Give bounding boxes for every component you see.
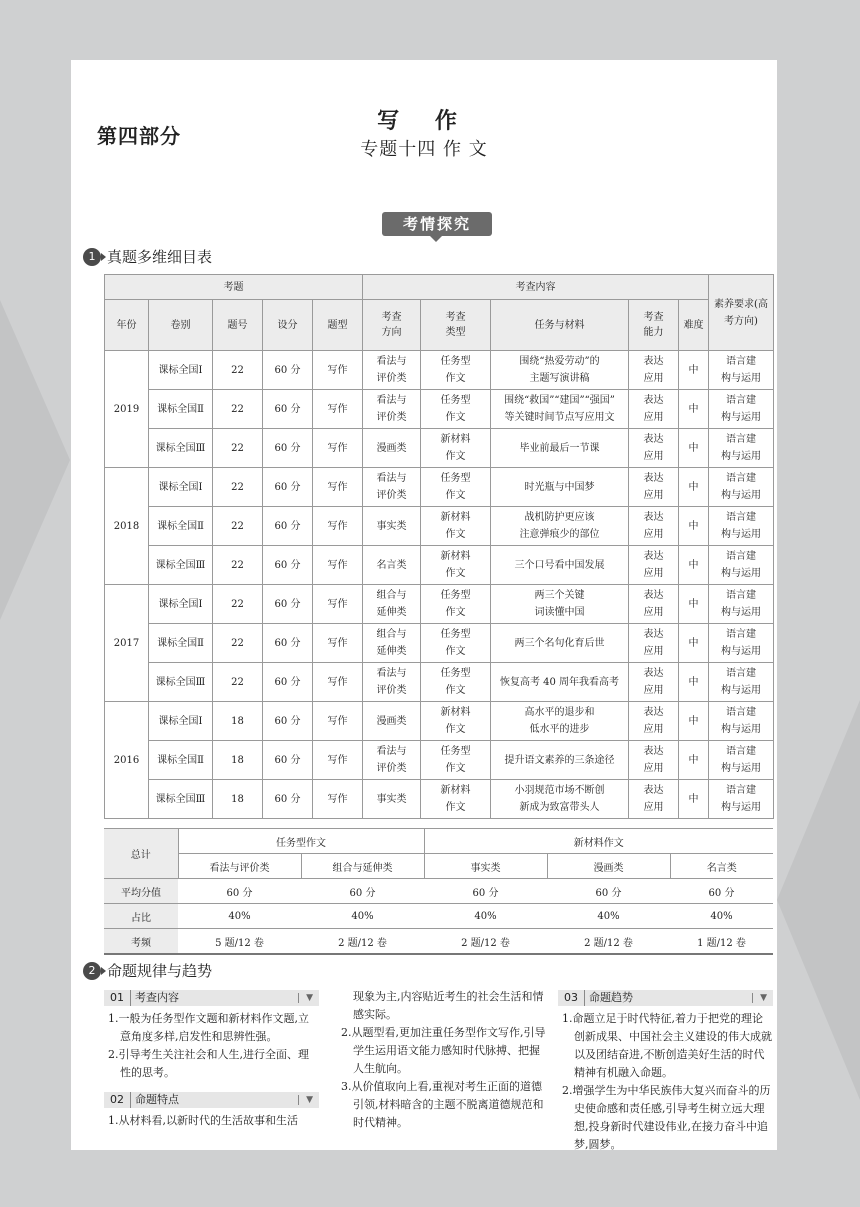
type-cell: 新材料 作文	[421, 429, 491, 468]
score-cell: 60 分	[263, 507, 313, 546]
difficulty-cell: 中	[679, 429, 709, 468]
qtype-cell: 写作	[313, 429, 363, 468]
ability-cell: 表达 应用	[629, 585, 679, 624]
document-page	[71, 60, 777, 1150]
section-title: 命题规律与趋势	[107, 962, 213, 980]
score-cell: 60 分	[263, 702, 313, 741]
ability-cell: 表达 应用	[629, 663, 679, 702]
difficulty-cell: 中	[679, 624, 709, 663]
direction-cell: 漫画类	[363, 429, 421, 468]
task-cell: 三个口号看中国发展	[491, 546, 629, 585]
literacy-cell: 语言建 构与运用	[709, 585, 774, 624]
direction-cell: 事实类	[363, 780, 421, 819]
task-cell: 战机防护更应该 注意弹痕少的部位	[491, 507, 629, 546]
table-row	[105, 351, 774, 390]
difficulty-cell: 中	[679, 741, 709, 780]
score-cell: 60 分	[263, 663, 313, 702]
qtype-cell: 写作	[313, 624, 363, 663]
year-cell: 2016	[105, 702, 149, 819]
summary-group-task: 任务型作文	[178, 829, 424, 854]
box-title: 命题特点	[135, 1093, 179, 1106]
summary-value: 40%	[547, 904, 670, 929]
score-cell: 60 分	[263, 351, 313, 390]
box-03-header	[558, 990, 773, 1006]
summary-value: 40%	[178, 904, 301, 929]
year-cell: 2018	[105, 468, 149, 585]
qtype-cell: 写作	[313, 546, 363, 585]
col-qno: 题号	[213, 300, 263, 351]
summary-value: 2 题/12 卷	[424, 929, 547, 955]
ability-cell: 表达 应用	[629, 429, 679, 468]
summary-value: 60 分	[424, 879, 547, 904]
summary-value: 60 分	[301, 879, 424, 904]
background-shape	[777, 700, 860, 1100]
qtype-cell: 写作	[313, 780, 363, 819]
summary-category: 名言类	[670, 854, 773, 879]
qno-cell: 18	[213, 780, 263, 819]
badge-pointer	[430, 236, 442, 242]
summary-row	[104, 879, 773, 904]
summary-row-label: 占比	[104, 904, 178, 929]
type-cell: 任务型 作文	[421, 585, 491, 624]
summary-category: 漫画类	[547, 854, 670, 879]
type-cell: 新材料 作文	[421, 546, 491, 585]
qno-cell: 22	[213, 351, 263, 390]
section-number-icon: 2	[83, 962, 101, 980]
qno-cell: 18	[213, 741, 263, 780]
year-cell: 2019	[105, 351, 149, 468]
chevron-down-icon: ▼	[760, 990, 767, 1006]
ability-cell: 表达 应用	[629, 390, 679, 429]
summary-value: 2 题/12 卷	[301, 929, 424, 955]
box-01-header	[104, 990, 319, 1006]
col-difficulty: 难度	[679, 300, 709, 351]
table-row	[105, 468, 774, 507]
col-paper: 卷别	[149, 300, 213, 351]
summary-value: 40%	[424, 904, 547, 929]
difficulty-cell: 中	[679, 468, 709, 507]
ability-cell: 表达 应用	[629, 546, 679, 585]
table-row	[105, 546, 774, 585]
difficulty-cell: 中	[679, 390, 709, 429]
type-cell: 任务型 作文	[421, 741, 491, 780]
summary-value: 40%	[301, 904, 424, 929]
year-cell: 2017	[105, 585, 149, 702]
background-shape	[0, 300, 70, 620]
paper-cell: 课标全国Ⅱ	[149, 624, 213, 663]
list-item: 2.引导考生关注社会和人生,进行全面、理性的思考。	[108, 1048, 309, 1079]
table-row	[105, 390, 774, 429]
paper-cell: 课标全国Ⅱ	[149, 741, 213, 780]
section-heading-1	[83, 246, 212, 267]
col-direction: 考查 方向	[363, 300, 421, 351]
qno-cell: 22	[213, 585, 263, 624]
summary-value: 2 题/12 卷	[547, 929, 670, 955]
score-cell: 60 分	[263, 546, 313, 585]
header-exam: 考题	[105, 275, 363, 300]
difficulty-cell: 中	[679, 507, 709, 546]
box-title: 命题趋势	[589, 991, 633, 1004]
type-cell: 任务型 作文	[421, 468, 491, 507]
list-item: 2.从题型看,更加注重任务型作文写作,引导学生运用语文能力感知时代脉搏、把握人生航向。	[341, 1026, 546, 1075]
score-cell: 60 分	[263, 585, 313, 624]
paper-cell: 课标全国Ⅰ	[149, 351, 213, 390]
exam-table	[104, 274, 774, 819]
section-title: 真题多维细目表	[107, 248, 213, 266]
task-cell: 两三个关键 词读懂中国	[491, 585, 629, 624]
ability-cell: 表达 应用	[629, 702, 679, 741]
score-cell: 60 分	[263, 468, 313, 507]
type-cell: 新材料 作文	[421, 702, 491, 741]
box-01-content	[108, 1010, 318, 1082]
box-number: 02	[104, 1092, 131, 1108]
list-item: 2.增强学生为中华民族伟大复兴而奋斗的历史使命感和责任感,引导考生树立远大理想,投身新时代建设伟业,在接力奋斗中追梦,圆梦。	[562, 1084, 771, 1151]
score-cell: 60 分	[263, 429, 313, 468]
qno-cell: 22	[213, 624, 263, 663]
section-badge: 考情探究	[382, 212, 492, 236]
paper-cell: 课标全国Ⅲ	[149, 780, 213, 819]
task-cell: 提升语文素养的三条途径	[491, 741, 629, 780]
direction-cell: 看法与 评价类	[363, 351, 421, 390]
col-task: 任务与材料	[491, 300, 629, 351]
part-label: 第四部分	[97, 124, 181, 148]
paper-cell: 课标全国Ⅲ	[149, 546, 213, 585]
qno-cell: 22	[213, 546, 263, 585]
task-cell: 两三个名句化育后世	[491, 624, 629, 663]
list-item: 1.一般为任务型作文题和新材料作文题,立意角度多样,启发性和思辨性强。	[108, 1012, 309, 1043]
ability-cell: 表达 应用	[629, 351, 679, 390]
literacy-cell: 语言建 构与运用	[709, 780, 774, 819]
page-subtitle: 专题十四 作 文	[360, 139, 488, 160]
qtype-cell: 写作	[313, 585, 363, 624]
difficulty-cell: 中	[679, 663, 709, 702]
ability-cell: 表达 应用	[629, 780, 679, 819]
direction-cell: 组合与 延伸类	[363, 624, 421, 663]
ability-cell: 表达 应用	[629, 741, 679, 780]
box-03-content	[562, 1010, 772, 1154]
paper-cell: 课标全国Ⅲ	[149, 663, 213, 702]
summary-value: 1 题/12 卷	[670, 929, 773, 955]
summary-row-label: 考频	[104, 929, 178, 955]
paper-cell: 课标全国Ⅱ	[149, 507, 213, 546]
type-cell: 新材料 作文	[421, 507, 491, 546]
score-cell: 60 分	[263, 741, 313, 780]
literacy-cell: 语言建 构与运用	[709, 702, 774, 741]
summary-value: 60 分	[547, 879, 670, 904]
direction-cell: 看法与 评价类	[363, 741, 421, 780]
literacy-cell: 语言建 构与运用	[709, 507, 774, 546]
qno-cell: 18	[213, 702, 263, 741]
list-item: 1.从材料看,以新时代的生活故事和生活	[108, 1114, 298, 1127]
direction-cell: 漫画类	[363, 702, 421, 741]
qtype-cell: 写作	[313, 468, 363, 507]
direction-cell: 事实类	[363, 507, 421, 546]
summary-value: 5 题/12 卷	[178, 929, 301, 955]
literacy-cell: 语言建 构与运用	[709, 468, 774, 507]
type-cell: 任务型 作文	[421, 390, 491, 429]
qno-cell: 22	[213, 429, 263, 468]
paper-cell: 课标全国Ⅲ	[149, 429, 213, 468]
qtype-cell: 写作	[313, 507, 363, 546]
table-row	[105, 741, 774, 780]
summary-row	[104, 929, 773, 955]
task-cell: 围绕“救国”“建国”“强国” 等关键时间节点写应用文	[491, 390, 629, 429]
qno-cell: 22	[213, 468, 263, 507]
score-cell: 60 分	[263, 390, 313, 429]
ability-cell: 表达 应用	[629, 624, 679, 663]
ability-cell: 表达 应用	[629, 507, 679, 546]
literacy-cell: 语言建 构与运用	[709, 546, 774, 585]
literacy-cell: 语言建 构与运用	[709, 351, 774, 390]
table-row	[105, 585, 774, 624]
type-cell: 任务型 作文	[421, 624, 491, 663]
chevron-down-icon: ▼	[306, 1092, 313, 1108]
qno-cell: 22	[213, 390, 263, 429]
task-cell: 小羽规范市场不断创 新成为致富带头人	[491, 780, 629, 819]
chevron-down-icon: ▼	[306, 990, 313, 1006]
direction-cell: 看法与 评价类	[363, 468, 421, 507]
literacy-cell: 语言建 构与运用	[709, 663, 774, 702]
column-2-content	[341, 988, 546, 1132]
paper-cell: 课标全国Ⅰ	[149, 702, 213, 741]
summary-value: 60 分	[670, 879, 773, 904]
task-cell: 毕业前最后一节课	[491, 429, 629, 468]
section-number-icon: 1	[83, 248, 101, 266]
score-cell: 60 分	[263, 624, 313, 663]
summary-group-new: 新材料作文	[424, 829, 773, 854]
direction-cell: 名言类	[363, 546, 421, 585]
section-heading-2	[83, 960, 212, 981]
box-number: 03	[558, 990, 585, 1006]
difficulty-cell: 中	[679, 351, 709, 390]
type-cell: 任务型 作文	[421, 663, 491, 702]
summary-value: 60 分	[178, 879, 301, 904]
list-item: 1.命题立足于时代特征,着力于把党的理论创新成果、中国社会主义建设的伟大成就以及团结奋进,不断创造美好生活的时代精神有机融入命题。	[562, 1012, 772, 1079]
col-ability: 考查 能力	[629, 300, 679, 351]
table-row	[105, 624, 774, 663]
summary-category: 组合与延伸类	[301, 854, 424, 879]
box-02-content	[108, 1112, 318, 1130]
qno-cell: 22	[213, 507, 263, 546]
col-type: 考查 类型	[421, 300, 491, 351]
summary-row	[104, 904, 773, 929]
task-cell: 高水平的退步和 低水平的进步	[491, 702, 629, 741]
literacy-cell: 语言建 构与运用	[709, 390, 774, 429]
direction-cell: 看法与 评价类	[363, 663, 421, 702]
summary-category: 看法与评价类	[178, 854, 301, 879]
page-title: 写 作	[377, 109, 471, 134]
header-content: 考查内容	[363, 275, 709, 300]
summary-total-label: 总计	[104, 829, 178, 879]
col-year: 年份	[105, 300, 149, 351]
table-row	[105, 663, 774, 702]
summary-value: 40%	[670, 904, 773, 929]
summary-table	[104, 828, 773, 955]
literacy-cell: 语言建 构与运用	[709, 741, 774, 780]
summary-category: 事实类	[424, 854, 547, 879]
table-row	[105, 702, 774, 741]
score-cell: 60 分	[263, 780, 313, 819]
paper-cell: 课标全国Ⅱ	[149, 390, 213, 429]
col-qtype: 题型	[313, 300, 363, 351]
col-score: 设分	[263, 300, 313, 351]
task-cell: 恢复高考 40 周年我看高考	[491, 663, 629, 702]
box-02-header	[104, 1092, 319, 1108]
qtype-cell: 写作	[313, 702, 363, 741]
type-cell: 新材料 作文	[421, 780, 491, 819]
table-row	[105, 507, 774, 546]
header-literacy: 素养要求(高考方向)	[709, 275, 774, 351]
literacy-cell: 语言建 构与运用	[709, 624, 774, 663]
qno-cell: 22	[213, 663, 263, 702]
type-cell: 任务型 作文	[421, 351, 491, 390]
ability-cell: 表达 应用	[629, 468, 679, 507]
direction-cell: 看法与 评价类	[363, 390, 421, 429]
task-cell: 时光瓶与中国梦	[491, 468, 629, 507]
qtype-cell: 写作	[313, 663, 363, 702]
qtype-cell: 写作	[313, 741, 363, 780]
summary-row-label: 平均分值	[104, 879, 178, 904]
qtype-cell: 写作	[313, 390, 363, 429]
difficulty-cell: 中	[679, 702, 709, 741]
list-item: 3.从价值取向上看,重视对考生正面的道德引领,材料暗含的主题不脱离道德规范和时代精神。	[341, 1080, 544, 1129]
difficulty-cell: 中	[679, 780, 709, 819]
paragraph: 现象为主,内容贴近考生的社会生活和情感实际。	[353, 990, 544, 1021]
difficulty-cell: 中	[679, 546, 709, 585]
task-cell: 围绕“热爱劳动”的 主题写演讲稿	[491, 351, 629, 390]
direction-cell: 组合与 延伸类	[363, 585, 421, 624]
difficulty-cell: 中	[679, 585, 709, 624]
qtype-cell: 写作	[313, 351, 363, 390]
paper-cell: 课标全国Ⅰ	[149, 468, 213, 507]
box-title: 考查内容	[135, 991, 179, 1004]
table-row	[105, 780, 774, 819]
literacy-cell: 语言建 构与运用	[709, 429, 774, 468]
table-row	[105, 429, 774, 468]
box-number: 01	[104, 990, 131, 1006]
paper-cell: 课标全国Ⅰ	[149, 585, 213, 624]
